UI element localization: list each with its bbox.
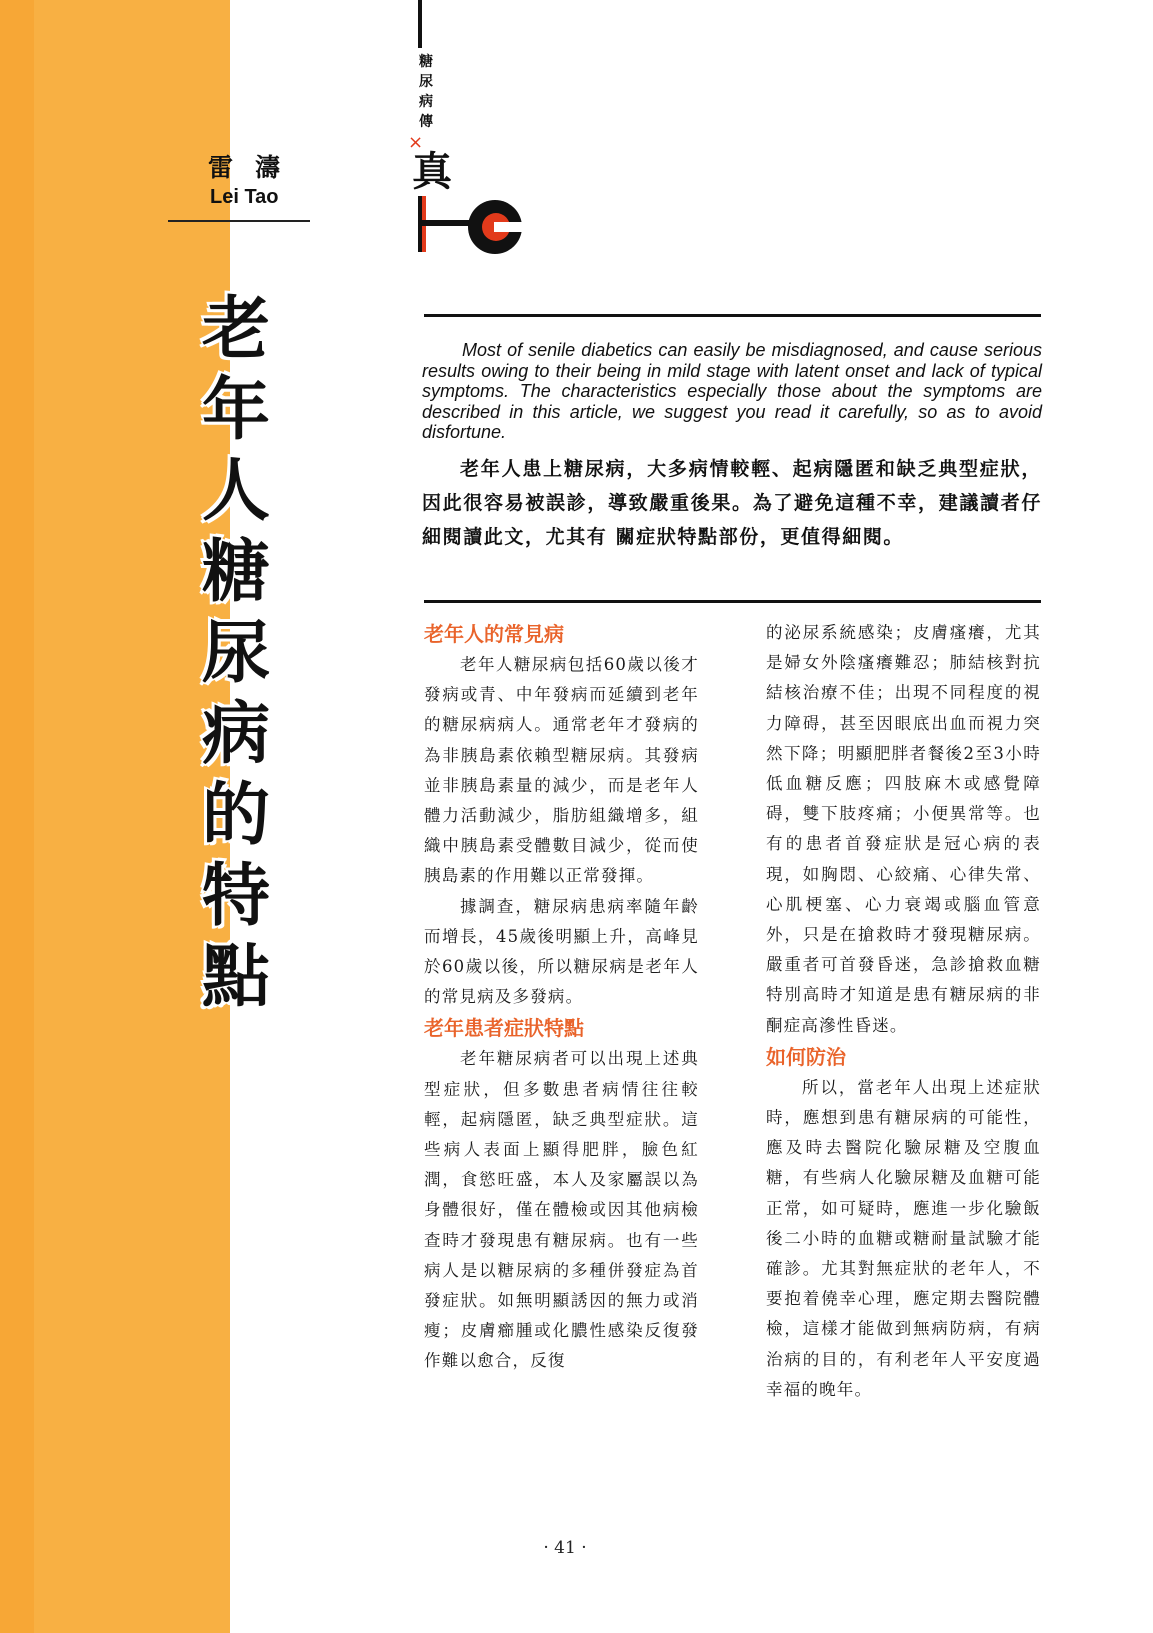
section-heading: 老年人的常見病 [424,622,564,646]
column-logo-mark: 真 [412,148,452,195]
title-char: 病 [201,695,270,774]
section-heading: 老年患者症狀特點 [424,1016,584,1041]
title-char: 人 [201,452,270,531]
title-char: 的 [201,776,270,855]
title-char: 年 [201,371,270,450]
column-label [414,52,438,132]
author-rule [168,220,310,222]
paragraph: 老年糖尿病者可以出現上述典型症狀，但多數患者病情往往較輕，起病隱匿，缺乏典型症狀。這些病人表面上顯得肥胖，臉色紅潤，食慾旺盛，本人及家屬誤以為身體很好，僅在體檢或因其他病檢查時才發現患有糖尿病。也有一些病人是以糖尿病的多種併發症為首發症狀。如無明顯誘因的無力或消瘦；皮膚癤腫或化膿性感染反復發作難以愈合，反復 [424,1049,699,1371]
column-label-char: 傳 [419,114,433,130]
column-label-char: 糖 [419,54,433,70]
column-logo-accent: × [408,132,424,153]
paragraph: 據調查，糖尿病患病率隨年齡而增長，45歲後明顯上升，高峰見於60歲以後，所以糖尿病是老年人的常見病及多發病。 [424,896,699,1007]
abstract-english: Most of senile diabetics can easily be misdiagnosed, and cause serious results owing to their being in mild stage with latent onset and lack of typical symptoms. The characteristics especially those about the symptoms are described in this article, we suggest you read it carefully, so as to avoid disfortune. [422,340,1042,442]
abstract-bottom-rule [424,600,1041,603]
body-column-left [424,618,699,1377]
column-logo-bar [418,0,422,48]
paragraph: 所以，當老年人出現上述症狀時，應想到患有糖尿病的可能性，應及時去醫院化驗尿糖及空腹血糖，有些病人化驗尿糖及血糖可能正常，如可疑時，應進一步化驗飯後二小時的血糖或糖耐量試驗才能確診。尤其對無症狀的老年人，不要抱着僥幸心理，應定期去醫院體檢，這樣才能做到無病防病，有病治病的目的，有利老年人平安度過幸福的晚年。 [766,1077,1041,1399]
page-number: · 41 · [543,1538,587,1558]
abstract-chinese: 老年人患上糖尿病，大多病情較輕、起病隱匿和缺乏典型症狀，因此很容易被誤診，導致嚴重後果。為了避免這種不幸，建議讀者仔細閱讀此文，尤其有 關症狀特點部份，更值得細閱。 [422,458,1042,548]
paragraph: 的泌尿系統感染；皮膚瘙癢，尤其是婦女外陰瘙癢難忍；肺結核對抗結核治療不佳；出現不同程度的視力障碍，甚至因眼底出血而視力突然下降；明顯肥胖者餐後2至3小時低血糖反應；四肢麻木或感覺障碍，雙下肢疼痛；小便異常等。也有的患者首發症狀是冠心病的表現，如胸悶、心絞痛、心律失常、心肌梗塞、心力衰竭或腦血管意外，只是在搶救時才發現糖尿病。嚴重者可首發昏迷，急診搶救血糖特別高時才知道是患有糖尿病的非酮症高滲性昏迷。 [766,623,1041,1035]
title-char: 點 [201,938,270,1017]
title-char: 糖 [201,533,270,612]
section-heading: 如何防治 [766,1044,846,1069]
abstract-top-rule [424,314,1041,317]
body-column-right [766,618,1041,1405]
paragraph: 老年人糖尿病包括60歲以後才發病或青、中年發病而延續到老年的糖尿病病人。通常老年才發病的為非胰島素依賴型糖尿病。其發病並非胰島素量的減少，而是老年人體力活動減少，脂肪組織增多，組織中胰島素受體數目減少，從而使胰島素的作用難以正常發揮。 [424,655,699,886]
title-char: 尿 [201,614,270,693]
title-char: 老 [201,290,270,369]
author-block [170,148,310,209]
column-label-char: 病 [419,94,433,110]
column-logo-ring-gap [494,222,522,232]
column-label-char: 尿 [419,74,433,90]
article-title [196,290,276,1025]
title-char: 特 [201,857,270,936]
author-name-zh: 雷濤 [208,153,303,182]
author-name-en: Lei Tao [210,186,279,208]
